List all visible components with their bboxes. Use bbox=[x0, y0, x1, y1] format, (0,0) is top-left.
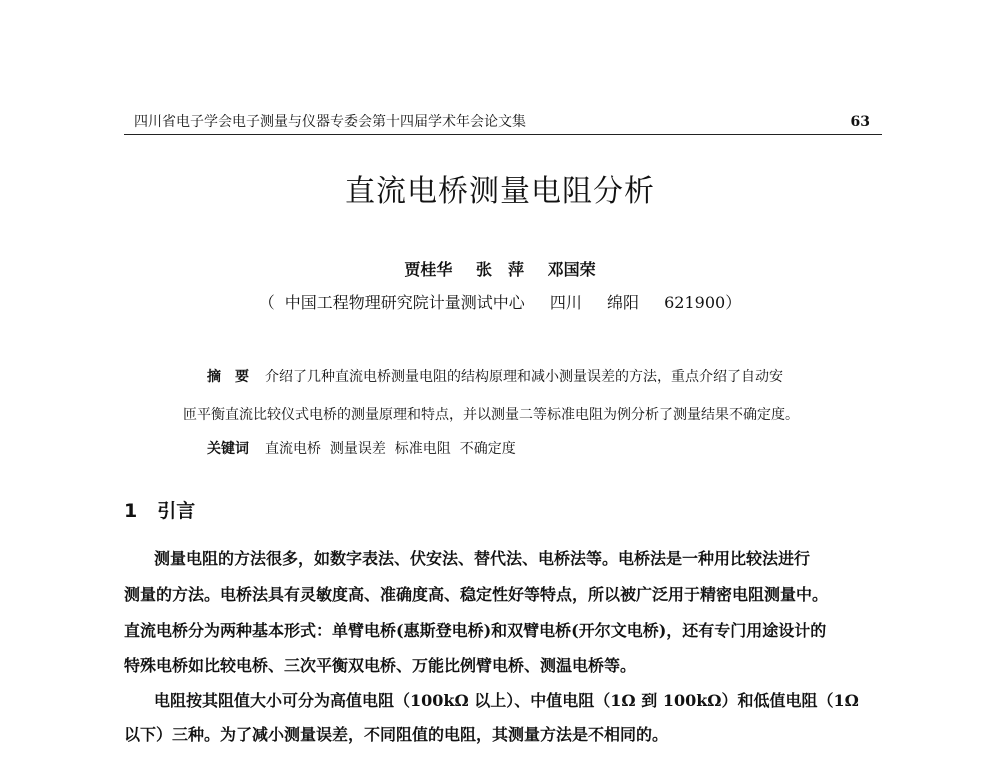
abstract-text-2: 匝平衡直流比较仪式电桥的测量原理和特点，并以测量二等标准电阻为例分析了测量结果不确定度。 bbox=[183, 407, 799, 423]
section-number: 1 bbox=[124, 500, 138, 522]
affiliation-postcode: 621900 bbox=[664, 293, 726, 312]
author-name: 贾桂华 bbox=[404, 260, 453, 279]
section-heading bbox=[124, 498, 195, 524]
affiliation-institution: 中国工程物理研究院计量测试中心 bbox=[284, 293, 525, 312]
affiliation-close-paren: ） bbox=[725, 293, 742, 312]
affiliation-open-paren: （ bbox=[258, 293, 275, 312]
body-text-line: 直流电桥分为两种基本形式：单臂电桥(惠斯登电桥)和双臂电桥(开尔文电桥)，还有专门用途设计的 bbox=[124, 621, 827, 640]
abstract-line-2 bbox=[183, 404, 799, 426]
abstract-text-1: 介绍了几种直流电桥测量电阻的结构原理和减小测量误差的方法，重点介绍了自动安 bbox=[265, 369, 783, 385]
author-list bbox=[0, 258, 1000, 282]
affiliation-province: 四川 bbox=[549, 293, 582, 312]
running-header bbox=[124, 112, 882, 135]
section-title: 引言 bbox=[157, 500, 196, 522]
affiliation bbox=[0, 291, 1000, 315]
author-name: 邓国荣 bbox=[547, 260, 596, 279]
body-text-line: 测量电阻的方法很多，如数字表法、伏安法、替代法、电桥法等。电桥法是一种用比较法进行 bbox=[154, 549, 811, 568]
body-text-line: 电阻按其阻值大小可分为高值电阻（100kΩ 以上）、中值电阻（1Ω 到 100kΩ）和低值电阻（1Ω bbox=[154, 691, 859, 710]
paper-title: 直流电桥测量电阻分析 bbox=[345, 174, 655, 209]
body-text-line: 以下）三种。为了减小测量误差，不同阻值的电阻，其测量方法是不相同的。 bbox=[124, 725, 669, 744]
affiliation-city: 绵阳 bbox=[607, 293, 640, 312]
body-text-line: 特殊电桥如比较电桥、三次平衡双电桥、万能比例臂电桥、测温电桥等。 bbox=[124, 656, 637, 675]
abstract-line-1 bbox=[207, 366, 783, 388]
journal-title: 四川省电子学会电子测量与仪器专委会第十四届学术年会论文集 bbox=[134, 114, 526, 130]
abstract-label: 摘 要 bbox=[207, 369, 249, 385]
author-name: 张 萍 bbox=[475, 260, 524, 279]
keywords-text: 直流电桥 测量误差 标准电阻 不确定度 bbox=[265, 441, 516, 457]
keywords-line bbox=[207, 438, 516, 460]
body-text-line: 测量的方法。电桥法具有灵敏度高、准确度高、稳定性好等特点，所以被广泛用于精密电阻测量中。 bbox=[124, 585, 829, 604]
keywords-label: 关键词 bbox=[207, 441, 249, 457]
page-number: 63 bbox=[850, 114, 870, 130]
